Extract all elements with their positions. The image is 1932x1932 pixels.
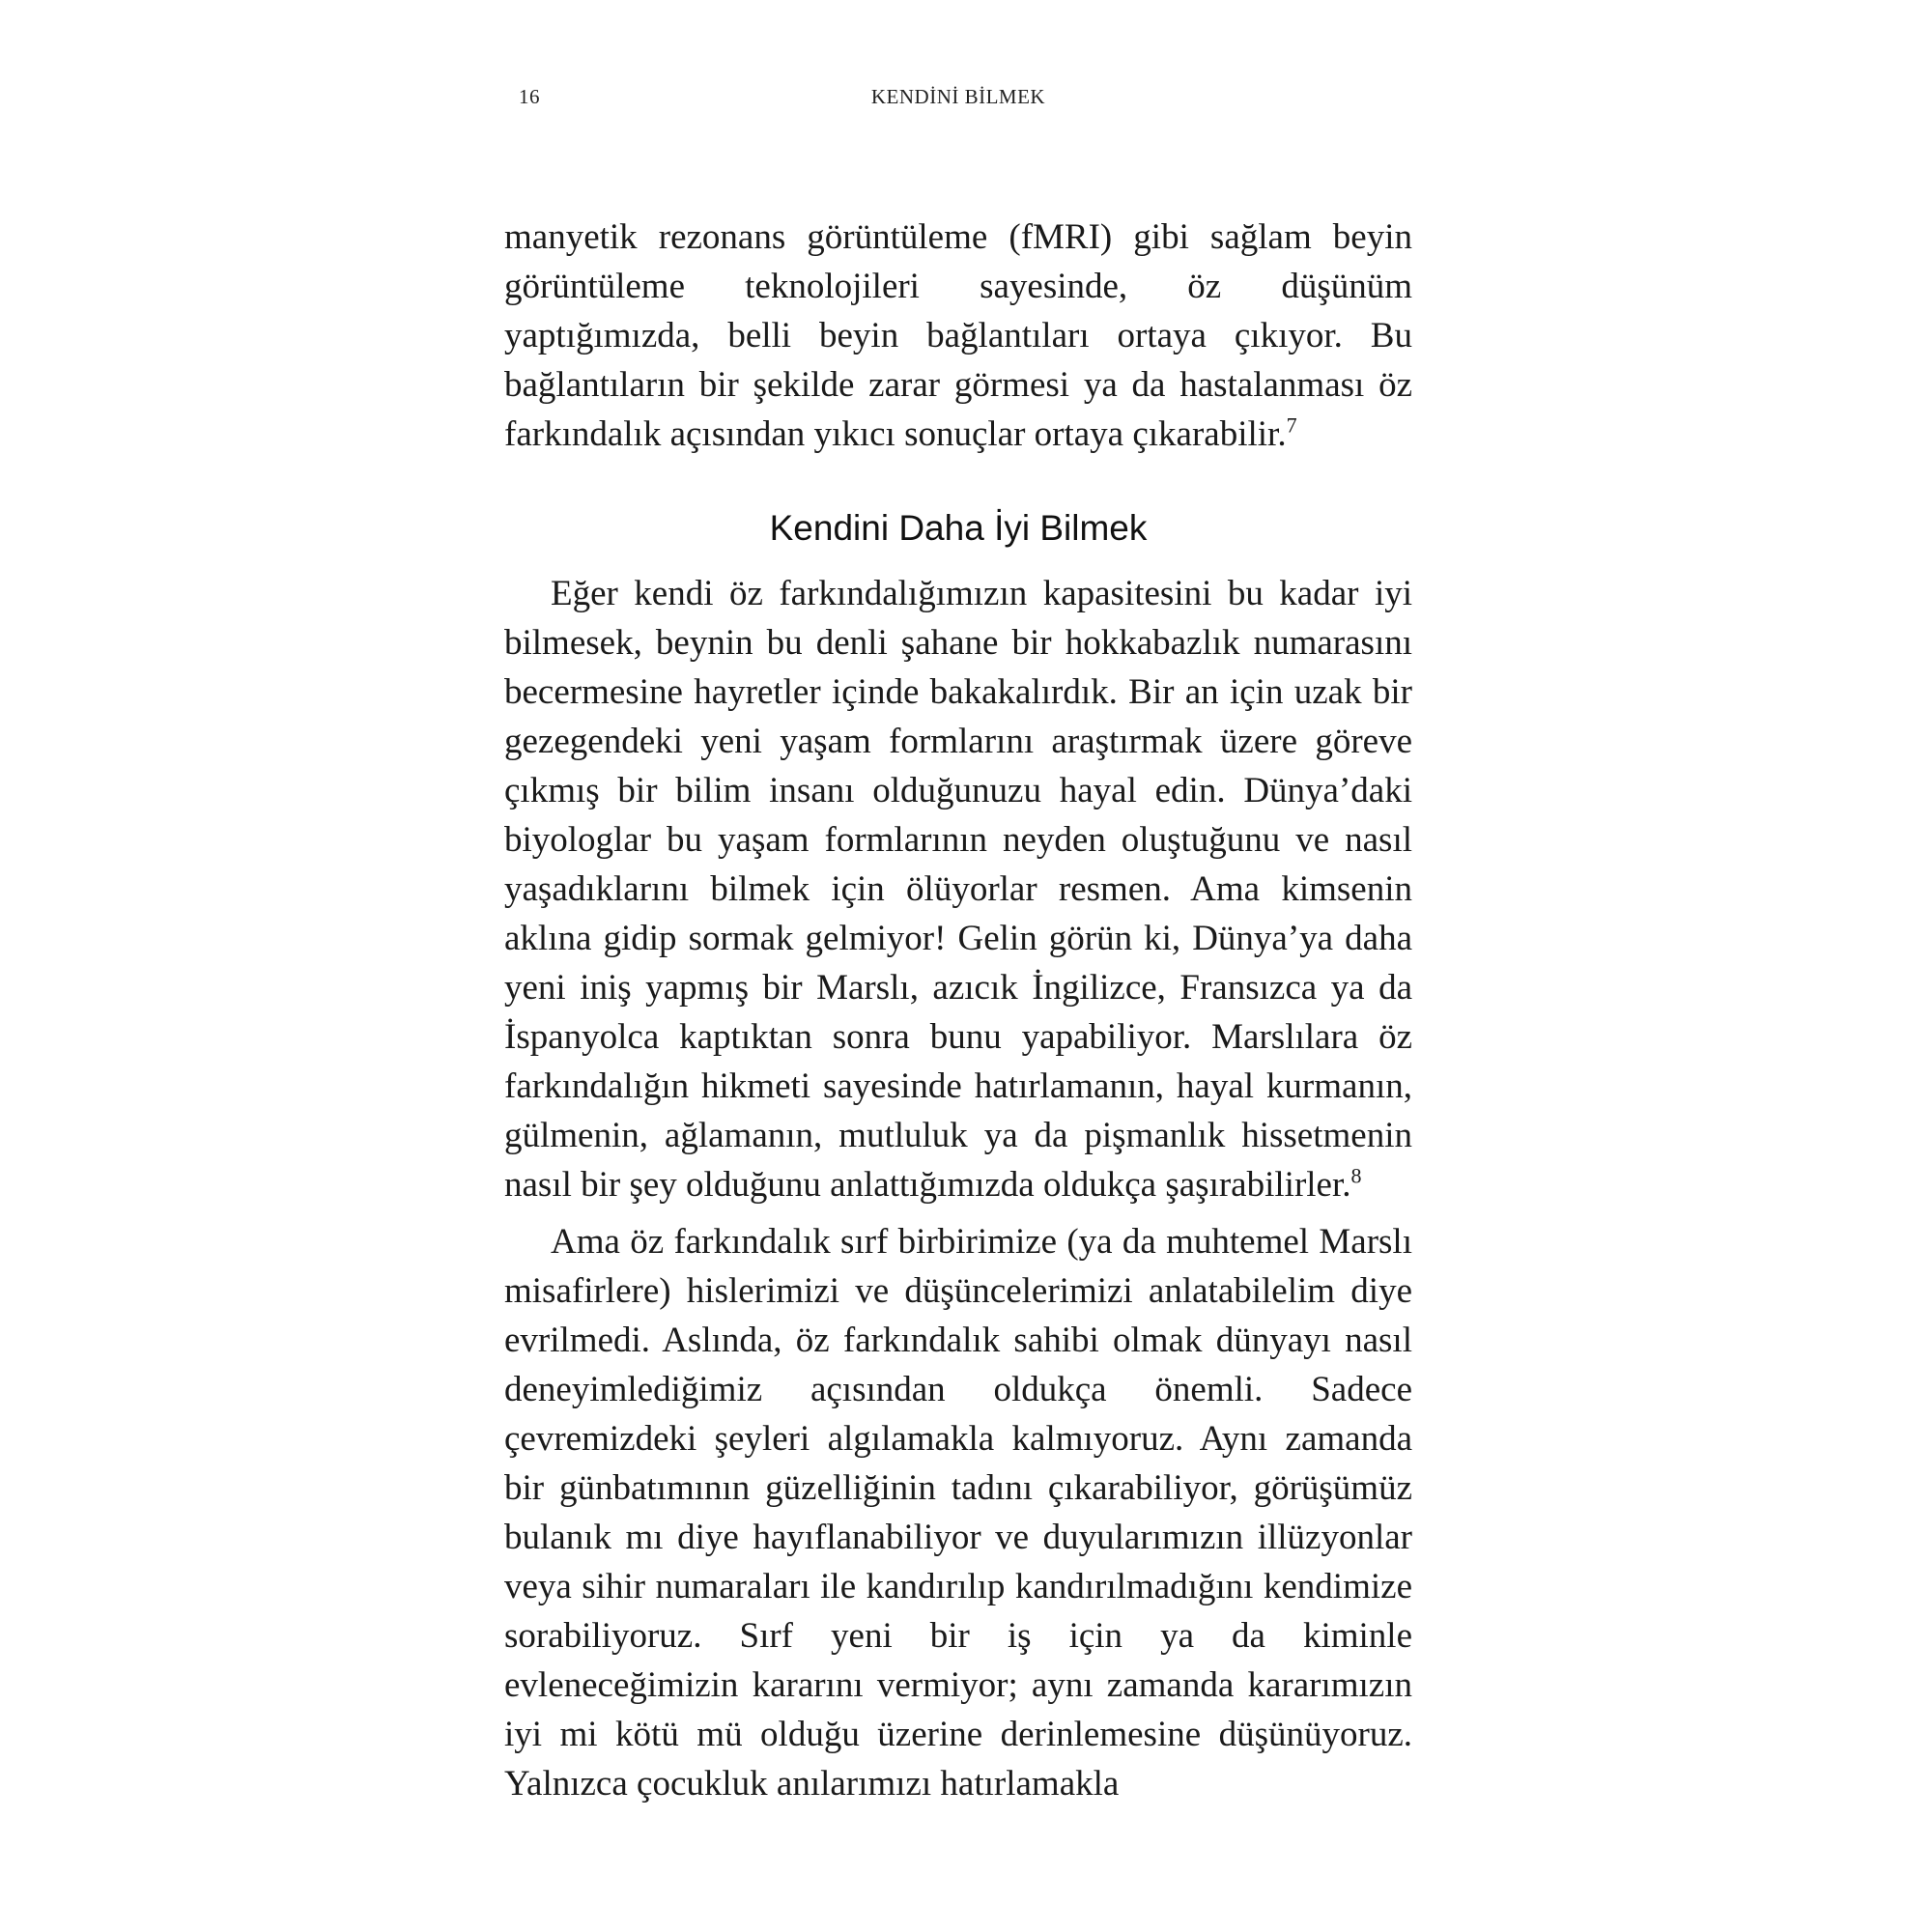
paragraph-3 — [504, 1217, 1412, 1808]
paragraph-1 — [504, 213, 1412, 459]
page-number: 16 — [519, 85, 540, 108]
book-title: KENDİNİ BİLMEK — [870, 85, 1046, 108]
paragraph-2-text: Eğer kendi öz farkındalığımızın kapasitesini bu kadar iyi bilmesek, beynin bu denli şahane bir hokkabazlık numarasını becermesine hayretler içinde bakakalırdık. Bir an için uzak bir gezegendeki yeni yaşam formlarını araştırmak üzere göreve çıkmış bir bilim insanı olduğunuzu hayal edin. Dünya’daki biyologlar bu yaşam formlarının neyden oluştuğunu ve nasıl yaşadıklarını bilmek için ölüyorlar resmen. Ama kimsenin aklına gidip sormak gelmiyor! Gelin görün ki, Dünya’ya daha yeni iniş yapmış bir Marslı, azıcık İngilizce, Fransızca ya da İspanyolca kaptıktan sonra bunu yapabiliyor. Marslılara öz farkındalığın hikmeti sayesinde hatırlamanın, hayal kurmanın, gülmenin, ağlamanın, mutluluk ya da pişmanlık hissetmenin nasıl bir şey olduğunu anlattığımızda oldukça şaşırabilirler. — [504, 574, 1412, 1205]
book-page — [504, 79, 1412, 1808]
paragraph-3-text: Ama öz farkındalık sırf birbirimize (ya da muhtemel Marslı misafirlere) hislerimizi ve düşüncelerimizi anlatabilelim diye evrilmedi. Aslında, öz farkındalık sahibi olmak dünyayı nasıl deneyimlediğimiz açısından oldukça önemli. Sadece çevremizdeki şeyleri algılamakla kalmıyoruz. Aynı zamanda bir günbatımının güzelliğinin tadını çıkarabiliyor, görüşümüz bulanık mı diye hayıflanabiliyor ve duyularımızın illüzyonlar veya sihir numaraları ile kandırılıp kandırılmadığını kendimize sorabiliyoruz. Sırf yeni bir iş için ya da kiminle evleneceğimizin kararını vermiyor; aynı zamanda kararımızın iyi mi kötü mü olduğu üzerine derinlemesine düşünüyoruz. Yalnızca çocukluk anılarımızı hatırlamakla — [504, 1222, 1412, 1804]
footnote-ref-7: 7 — [1286, 412, 1297, 438]
paragraph-2 — [504, 569, 1412, 1209]
paragraph-1-text: manyetik rezonans görüntüleme (fMRI) gibi sağlam beyin görüntüleme teknolojileri sayesinde, öz düşünüm yaptığımızda, belli beyin bağlantıları ortaya çıkıyor. Bu bağlantıların bir şekilde zarar görmesi ya da hastalanması öz farkındalık açısından yıkıcı sonuçlar ortaya çıkarabilir. — [504, 217, 1412, 454]
footnote-ref-8: 8 — [1350, 1163, 1362, 1188]
section-heading: Kendini Daha İyi Bilmek — [769, 508, 1148, 548]
running-head — [504, 79, 1412, 118]
